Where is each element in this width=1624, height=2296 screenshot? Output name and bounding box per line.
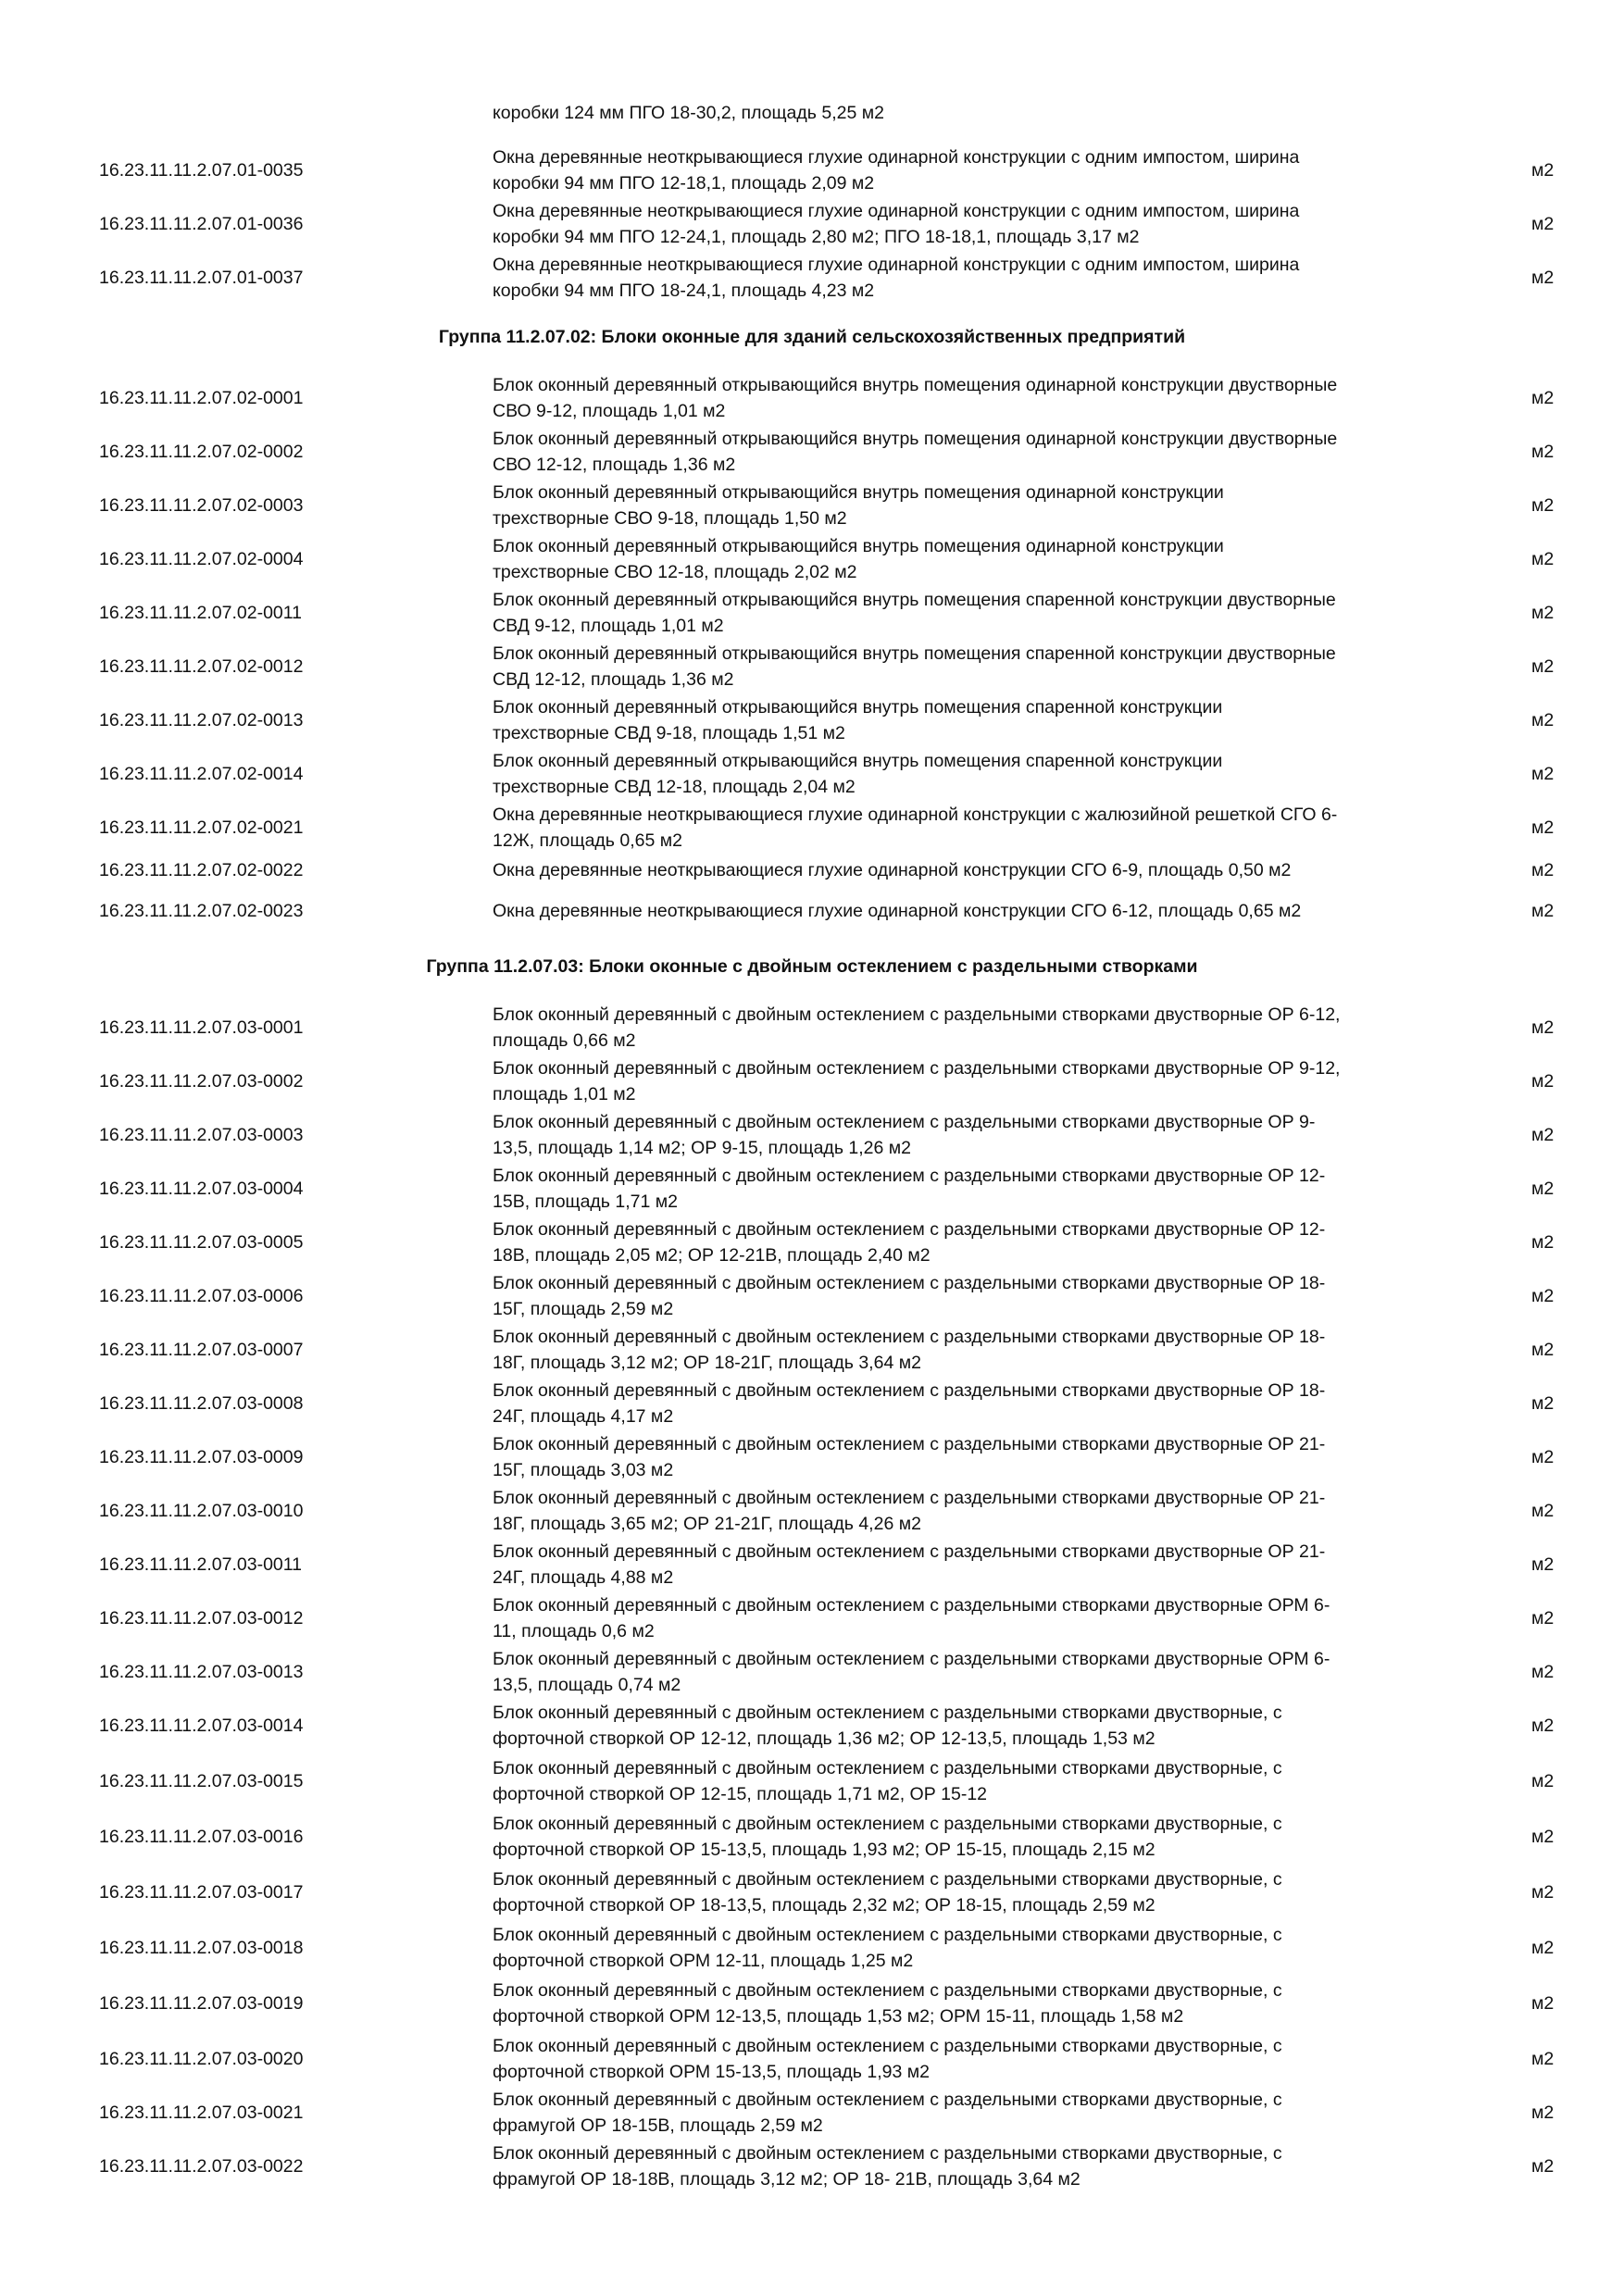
row-unit: м2	[1531, 1125, 1555, 1145]
row-code: 16.23.11.11.2.07.03-0006	[99, 1286, 304, 1306]
row-desc-line2: трехстворные СВО 12-18, площадь 2,02 м2	[493, 562, 857, 582]
row-desc-line2: 15Г, площадь 2,59 м2	[493, 1299, 674, 1319]
row-code: 16.23.11.11.2.07.01-0035	[99, 160, 304, 181]
row-unit: м2	[1531, 268, 1555, 288]
row-desc-line1: Блок оконный деревянный с двойным остеклением с раздельными створками двустворные ОРМ 6-	[493, 1595, 1330, 1616]
row-desc-line2: фрамугой ОР 18-15В, площадь 2,59 м2	[493, 2115, 823, 2136]
row-code: 16.23.11.11.2.07.03-0016	[99, 1827, 304, 1847]
row-unit: м2	[1531, 710, 1555, 730]
group-heading: Группа 11.2.07.02: Блоки оконные для зданий сельскохозяйственных предприятий	[438, 327, 1186, 347]
row-desc-line1: Блок оконный деревянный открывающийся внутрь помещения спаренной конструкции	[493, 697, 1223, 718]
row-unit: м2	[1531, 2156, 1555, 2177]
row-unit: м2	[1531, 1993, 1555, 2014]
group-heading: Группа 11.2.07.03: Блоки оконные с двойным остеклением с раздельными створками	[426, 956, 1198, 977]
row-unit: м2	[1531, 1232, 1555, 1253]
row-unit: м2	[1531, 1393, 1555, 1414]
row-desc-line2: 13,5, площадь 1,14 м2; ОР 9-15, площадь 1,26 м2	[493, 1138, 912, 1158]
row-unit: м2	[1531, 214, 1555, 234]
row-code: 16.23.11.11.2.07.01-0036	[99, 214, 304, 234]
row-desc: Окна деревянные неоткрывающиеся глухие одинарной конструкции СГО 6-12, площадь 0,65 м2	[493, 901, 1302, 921]
row-desc-line1: Блок оконный деревянный с двойным остеклением с раздельными створками двустворные ОР 21-	[493, 1541, 1326, 1562]
row-code: 16.23.11.11.2.07.03-0015	[99, 1771, 304, 1791]
row-code: 16.23.11.11.2.07.02-0011	[99, 603, 303, 623]
row-desc-line2: форточной створкой ОРМ 12-11, площадь 1,25 м2	[493, 1951, 914, 1971]
row-desc-line2: площадь 0,66 м2	[493, 1030, 636, 1051]
row-desc-line1: Блок оконный деревянный с двойным остеклением с раздельными створками двустворные, с	[493, 2143, 1282, 2164]
row-unit: м2	[1531, 495, 1555, 516]
row-desc-line2: 13,5, площадь 0,74 м2	[493, 1675, 681, 1695]
row-code: 16.23.11.11.2.07.02-0021	[99, 817, 304, 838]
row-unit: м2	[1531, 1938, 1555, 1958]
row-code: 16.23.11.11.2.07.02-0004	[99, 549, 304, 569]
row-desc-line2: 15Г, площадь 3,03 м2	[493, 1460, 674, 1480]
row-code: 16.23.11.11.2.07.03-0011	[99, 1554, 303, 1575]
row-unit: м2	[1531, 1286, 1555, 1306]
row-desc-line1: Блок оконный деревянный с двойным остеклением с раздельными створками двустворные ОР 6-12,	[493, 1004, 1341, 1025]
row-code: 16.23.11.11.2.07.02-0001	[99, 388, 304, 408]
row-desc-line2: 18Г, площадь 3,12 м2; ОР 18-21Г, площадь 3,64 м2	[493, 1353, 921, 1373]
row-desc-line1: Блок оконный деревянный с двойным остеклением с раздельными створками двустворные ОР 12-	[493, 1166, 1326, 1186]
row-desc-line1: Блок оконный деревянный с двойным остеклением с раздельными створками двустворные, с	[493, 1703, 1282, 1723]
row-code: 16.23.11.11.2.07.03-0019	[99, 1993, 304, 2014]
row-desc-line1: Блок оконный деревянный с двойным остеклением с раздельными створками двустворные ОР 9-	[493, 1112, 1316, 1132]
row-unit: м2	[1531, 1179, 1555, 1199]
row-desc-line1: Блок оконный деревянный открывающийся внутрь помещения одинарной конструкции	[493, 482, 1224, 503]
row-desc-line1: Окна деревянные неоткрывающиеся глухие одинарной конструкции с одним импостом, ширина	[493, 147, 1300, 168]
row-desc-line1: Блок оконный деревянный с двойным остеклением с раздельными створками двустворные, с	[493, 1980, 1282, 2001]
row-desc-line2: фрамугой ОР 18-18В, площадь 3,12 м2; ОР 18- 21В, площадь 3,64 м2	[493, 2169, 1081, 2190]
row-desc-line2: форточной створкой ОРМ 15-13,5, площадь 1,93 м2	[493, 2062, 930, 2082]
row-unit: м2	[1531, 160, 1555, 181]
row-desc-line2: 11, площадь 0,6 м2	[493, 1621, 655, 1641]
row-code: 16.23.11.11.2.07.03-0013	[99, 1662, 304, 1682]
row-desc-line2: коробки 94 мм ПГО 12-18,1, площадь 2,09 м2	[493, 173, 875, 193]
row-unit: м2	[1531, 603, 1555, 623]
row-code: 16.23.11.11.2.07.03-0020	[99, 2049, 304, 2069]
row-desc-line2: форточной створкой ОР 15-13,5, площадь 1,93 м2; ОР 15-15, площадь 2,15 м2	[493, 1840, 1156, 1860]
row-desc-line2: 18В, площадь 2,05 м2; ОР 12-21В, площадь 2,40 м2	[493, 1245, 931, 1266]
continuation-text: коробки 124 мм ПГО 18-30,2, площадь 5,25 м2	[493, 103, 884, 123]
row-desc-line1: Блок оконный деревянный с двойным остеклением с раздельными створками двустворные ОР 18-	[493, 1273, 1326, 1293]
row-code: 16.23.11.11.2.07.02-0014	[99, 764, 304, 784]
row-code: 16.23.11.11.2.07.03-0009	[99, 1447, 304, 1467]
row-desc-line2: СВО 12-12, площадь 1,36 м2	[493, 455, 736, 475]
row-desc-line2: площадь 1,01 м2	[493, 1084, 636, 1104]
row-code: 16.23.11.11.2.07.02-0012	[99, 656, 304, 677]
row-desc-line1: Блок оконный деревянный открывающийся внутрь помещения одинарной конструкции двустворные	[493, 429, 1338, 449]
row-desc-line2: СВД 12-12, площадь 1,36 м2	[493, 669, 734, 690]
row-unit: м2	[1531, 1716, 1555, 1736]
row-code: 16.23.11.11.2.07.03-0017	[99, 1882, 304, 1903]
row-unit: м2	[1531, 1608, 1555, 1628]
row-desc-line1: Блок оконный деревянный с двойным остеклением с раздельными створками двустворные ОР 21-	[493, 1434, 1326, 1454]
row-code: 16.23.11.11.2.07.03-0003	[99, 1125, 304, 1145]
row-unit: м2	[1531, 1447, 1555, 1467]
row-desc-line1: Блок оконный деревянный с двойным остеклением с раздельными створками двустворные ОРМ 6-	[493, 1649, 1330, 1669]
row-desc-line2: 18Г, площадь 3,65 м2; ОР 21-21Г, площадь 4,26 м2	[493, 1514, 921, 1534]
row-desc-line1: Окна деревянные неоткрывающиеся глухие одинарной конструкции с одним импостом, ширина	[493, 255, 1300, 275]
row-unit: м2	[1531, 1771, 1555, 1791]
row-desc-line2: коробки 94 мм ПГО 12-24,1, площадь 2,80 м2; ПГО 18-18,1, площадь 3,17 м2	[493, 227, 1140, 247]
row-code: 16.23.11.11.2.07.03-0012	[99, 1608, 304, 1628]
row-unit: м2	[1531, 1554, 1555, 1575]
row-unit: м2	[1531, 1501, 1555, 1521]
row-desc-line1: Блок оконный деревянный открывающийся внутрь помещения спаренной конструкции двустворные	[493, 590, 1336, 610]
row-code: 16.23.11.11.2.07.03-0002	[99, 1071, 304, 1092]
row-code: 16.23.11.11.2.07.02-0023	[99, 901, 304, 921]
row-code: 16.23.11.11.2.07.03-0007	[99, 1340, 304, 1360]
row-unit: м2	[1531, 442, 1555, 462]
row-code: 16.23.11.11.2.07.03-0001	[99, 1017, 304, 1038]
row-unit: м2	[1531, 860, 1555, 880]
row-desc-line2: форточной створкой ОРМ 12-13,5, площадь 1,53 м2; ОРМ 15-11, площадь 1,58 м2	[493, 2006, 1184, 2027]
row-desc-line1: Блок оконный деревянный с двойным остеклением с раздельными створками двустворные, с	[493, 1925, 1282, 1945]
row-desc-line1: Блок оконный деревянный открывающийся внутрь помещения одинарной конструкции двустворные	[493, 375, 1338, 395]
row-unit: м2	[1531, 1882, 1555, 1903]
row-desc-line2: 12Ж, площадь 0,65 м2	[493, 830, 682, 851]
row-unit: м2	[1531, 656, 1555, 677]
row-unit: м2	[1531, 2103, 1555, 2123]
row-unit: м2	[1531, 1071, 1555, 1092]
row-desc-line2: 24Г, площадь 4,17 м2	[493, 1406, 674, 1427]
row-desc: Окна деревянные неоткрывающиеся глухие одинарной конструкции СГО 6-9, площадь 0,50 м2	[493, 860, 1292, 880]
row-desc-line2: коробки 94 мм ПГО 18-24,1, площадь 4,23 м2	[493, 281, 875, 301]
row-desc-line1: Блок оконный деревянный с двойным остеклением с раздельными створками двустворные, с	[493, 2090, 1282, 2110]
row-unit: м2	[1531, 764, 1555, 784]
row-unit: м2	[1531, 1662, 1555, 1682]
row-code: 16.23.11.11.2.07.02-0013	[99, 710, 304, 730]
row-code: 16.23.11.11.2.07.02-0002	[99, 442, 304, 462]
row-code: 16.23.11.11.2.07.02-0003	[99, 495, 304, 516]
row-desc-line1: Блок оконный деревянный с двойным остеклением с раздельными створками двустворные, с	[493, 1814, 1282, 1834]
row-desc-line1: Блок оконный деревянный открывающийся внутрь помещения спаренной конструкции двустворные	[493, 643, 1336, 664]
row-code: 16.23.11.11.2.07.03-0010	[99, 1501, 304, 1521]
row-desc-line1: Окна деревянные неоткрывающиеся глухие одинарной конструкции с жалюзийной решеткой СГО 6-	[493, 805, 1338, 825]
row-desc-line1: Блок оконный деревянный с двойным остеклением с раздельными створками двустворные ОР 9-12,	[493, 1058, 1341, 1079]
row-desc-line2: СВД 9-12, площадь 1,01 м2	[493, 616, 724, 636]
row-unit: м2	[1531, 549, 1555, 569]
row-desc-line1: Блок оконный деревянный с двойным остеклением с раздельными створками двустворные ОР 18-	[493, 1380, 1326, 1401]
row-desc-line2: трехстворные СВД 12-18, площадь 2,04 м2	[493, 777, 856, 797]
row-unit: м2	[1531, 901, 1555, 921]
row-code: 16.23.11.11.2.07.03-0018	[99, 1938, 304, 1958]
row-desc-line1: Блок оконный деревянный с двойным остеклением с раздельными створками двустворные ОР 21-	[493, 1488, 1326, 1508]
row-desc-line2: 15В, площадь 1,71 м2	[493, 1192, 678, 1212]
row-code: 16.23.11.11.2.07.03-0014	[99, 1716, 304, 1736]
row-desc-line1: Блок оконный деревянный с двойным остеклением с раздельными створками двустворные, с	[493, 2036, 1282, 2056]
row-desc-line1: Блок оконный деревянный с двойным остеклением с раздельными створками двустворные ОР 18-	[493, 1327, 1326, 1347]
row-desc-line2: трехстворные СВО 9-18, площадь 1,50 м2	[493, 508, 847, 529]
row-code: 16.23.11.11.2.07.03-0022	[99, 2156, 304, 2177]
row-unit: м2	[1531, 817, 1555, 838]
row-code: 16.23.11.11.2.07.03-0004	[99, 1179, 304, 1199]
row-unit: м2	[1531, 388, 1555, 408]
row-desc-line1: Блок оконный деревянный с двойным остеклением с раздельными створками двустворные, с	[493, 1869, 1282, 1890]
row-desc-line2: СВО 9-12, площадь 1,01 м2	[493, 401, 726, 421]
row-unit: м2	[1531, 1827, 1555, 1847]
row-desc-line1: Блок оконный деревянный с двойным остеклением с раздельными створками двустворные, с	[493, 1758, 1282, 1778]
row-desc-line1: Окна деревянные неоткрывающиеся глухие одинарной конструкции с одним импостом, ширина	[493, 201, 1300, 221]
row-desc-line1: Блок оконный деревянный с двойным остеклением с раздельными створками двустворные ОР 12-	[493, 1219, 1326, 1240]
row-unit: м2	[1531, 2049, 1555, 2069]
row-unit: м2	[1531, 1340, 1555, 1360]
row-desc-line2: трехстворные СВД 9-18, площадь 1,51 м2	[493, 723, 845, 743]
row-code: 16.23.11.11.2.07.03-0021	[99, 2103, 304, 2123]
row-desc-line2: форточной створкой ОР 12-15, площадь 1,71 м2, ОР 15-12	[493, 1784, 988, 1804]
row-desc-line2: 24Г, площадь 4,88 м2	[493, 1567, 674, 1588]
row-unit: м2	[1531, 1017, 1555, 1038]
row-code: 16.23.11.11.2.07.03-0008	[99, 1393, 304, 1414]
row-code: 16.23.11.11.2.07.03-0005	[99, 1232, 304, 1253]
row-desc-line2: форточной створкой ОР 12-12, площадь 1,36 м2; ОР 12-13,5, площадь 1,53 м2	[493, 1728, 1156, 1749]
row-desc-line2: форточной створкой ОР 18-13,5, площадь 2,32 м2; ОР 18-15, площадь 2,59 м2	[493, 1895, 1156, 1915]
row-desc-line1: Блок оконный деревянный открывающийся внутрь помещения спаренной конструкции	[493, 751, 1223, 771]
row-code: 16.23.11.11.2.07.02-0022	[99, 860, 304, 880]
row-desc-line1: Блок оконный деревянный открывающийся внутрь помещения одинарной конструкции	[493, 536, 1224, 556]
row-code: 16.23.11.11.2.07.01-0037	[99, 268, 304, 288]
